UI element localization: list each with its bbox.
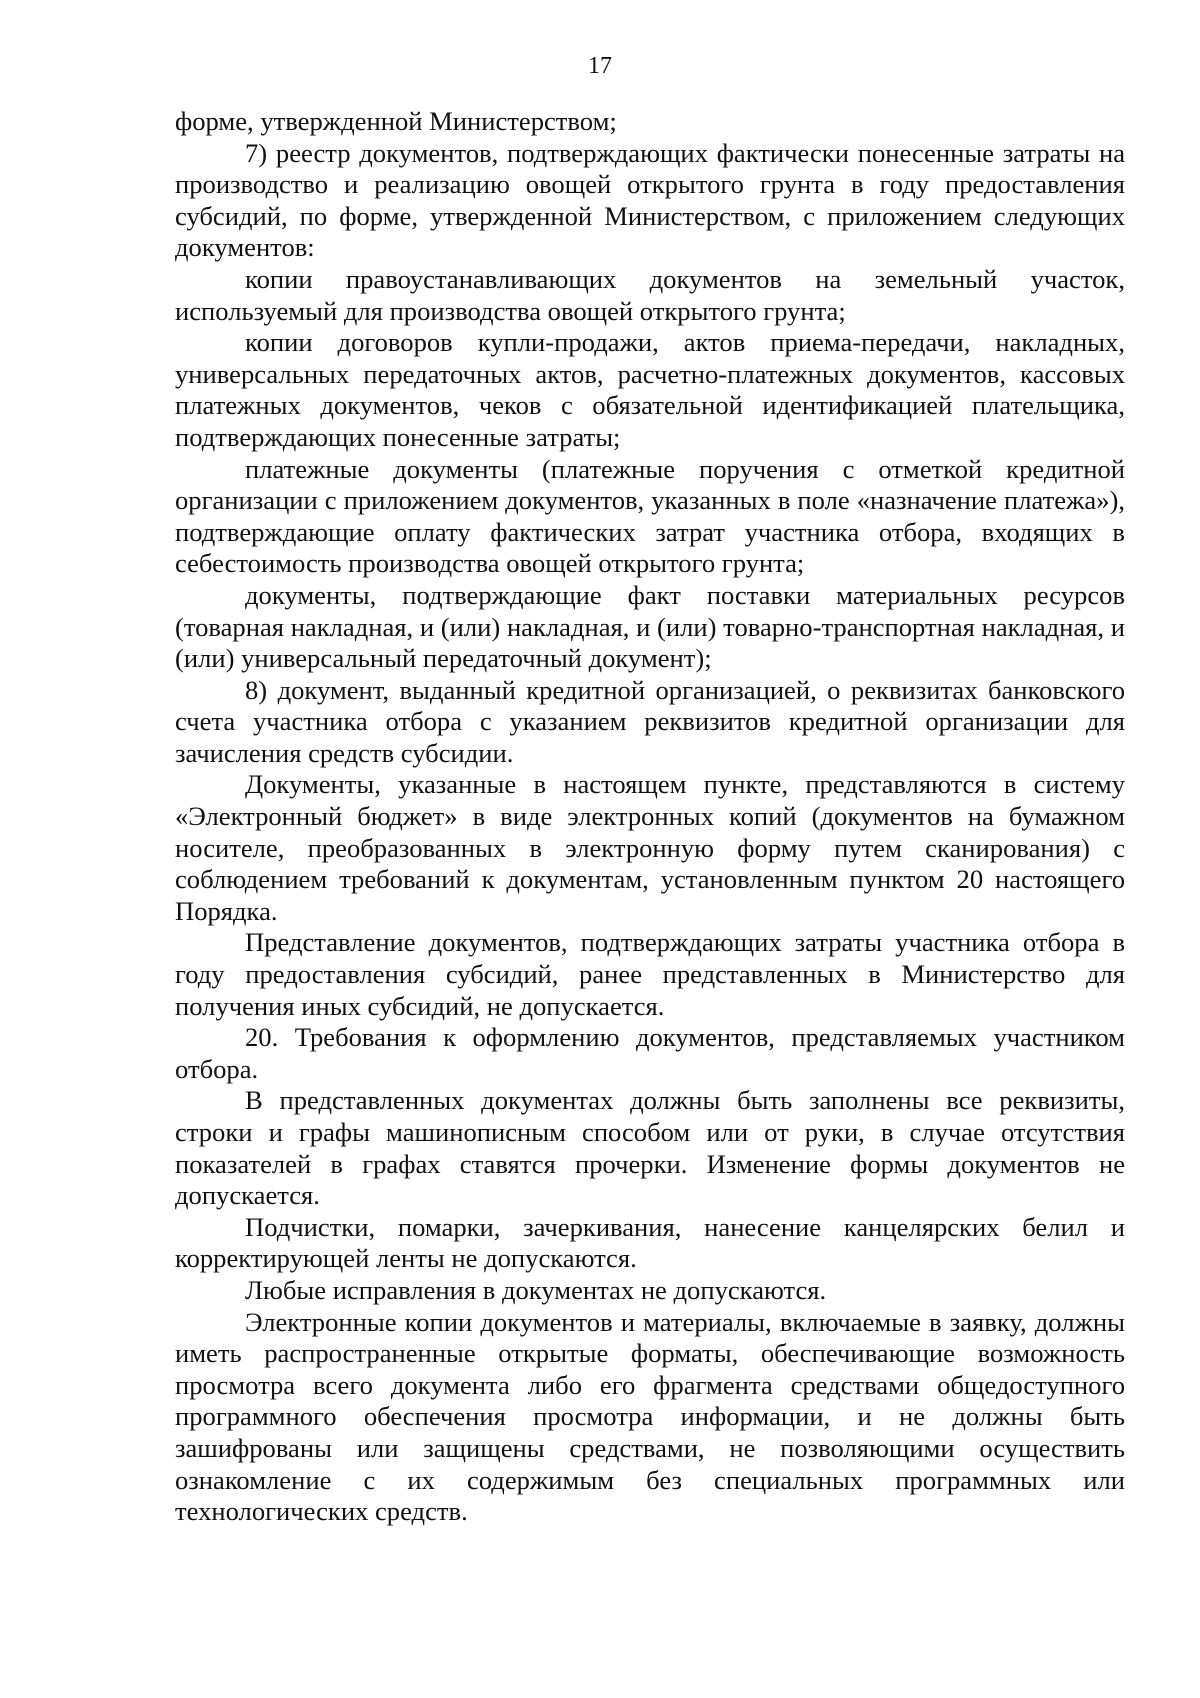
paragraph-item-8: 8) документ, выданный кредитной организацией, о реквизитах банковского счета участника отбора с указанием реквизитов кредитной организации для зачисления средств субсидии. [175,674,1125,768]
paragraph-contract-copies: копии договоров купли-продажи, актов приема-передачи, накладных, универсальных передаточных актов, расчетно-платежных документов, кассовых платежных документов, чеков с обязательной идентификацией плательщика, подтверждающих понесенные затраты; [175,327,1125,452]
paragraph-electronic-formats: Электронные копии документов и материалы, включаемые в заявку, должны иметь распространенные открытые форматы, обеспечивающие возможность просмотра всего документа либо его фрагмента средствами общедоступного программного обеспечения просмотра информации, и не должны быть зашифрованы или защищены средствами, не позволяющими осуществить ознакомление с их содержимым без специальных программных или технологических средств. [175,1306,1125,1527]
paragraph-land-copies: копии правоустанавливающих документов на земельный участок, используемый для производства овощей открытого грунта; [175,263,1125,326]
paragraph-item-7: 7) реестр документов, подтверждающих фактически понесенные затраты на производство и реализацию овощей открытого грунта в году предоставления субсидий, по форме, утвержденной Министерством, с приложением следующих документов: [175,137,1125,263]
paragraph-item-20: 20. Требования к оформлению документов, представляемых участником отбора. [175,1022,1125,1084]
paragraph-payment-documents: платежные документы (платежные поручения с отметкой кредитной организации с приложением документов, указанных в поле «назначение платежа»), подтверждающие оплату фактических затрат участника отбора, входящих в себестоимость производства овощей открытого грунта; [175,453,1125,579]
paragraph-no-corrections: Любые исправления в документах не допускаются. [245,1274,827,1305]
paragraph-continuation: форме, утвержденной Министерством; [175,106,617,136]
document-body [175,106,1125,1528]
page-number: 17 [588,53,612,79]
paragraph-electronic-budget: Документы, указанные в настоящем пункте, представляются в систему «Электронный бюджет» в виде электронных копий (документов на бумажном носителе, преобразованных в электронную форму путем сканирования) с соблюдением требований к документам, установленным пунктом 20 настоящего Порядка. [175,769,1125,926]
paragraph-requisites: В представленных документах должны быть заполнены все реквизиты, строки и графы машинописным способом или от руки, в случае отсутствия показателей в графах ставятся прочерки. Изменение формы документов не допускается. [175,1085,1125,1211]
paragraph-delivery-documents: документы, подтверждающие факт поставки материальных ресурсов (товарная накладная, и (или) накладная, и (или) товарно-транспортная накладная, и (или) универсальный передаточный документ); [175,579,1125,674]
paragraph-no-erasures: Подчистки, помарки, зачеркивания, нанесение канцелярских белил и корректирующей ленты не допускаются. [175,1211,1125,1274]
paragraph-no-duplicate: Представление документов, подтверждающих затраты участника отбора в году предоставления субсидий, ранее представленных в Министерство для получения иных субсидий, не допускается. [175,927,1125,1021]
